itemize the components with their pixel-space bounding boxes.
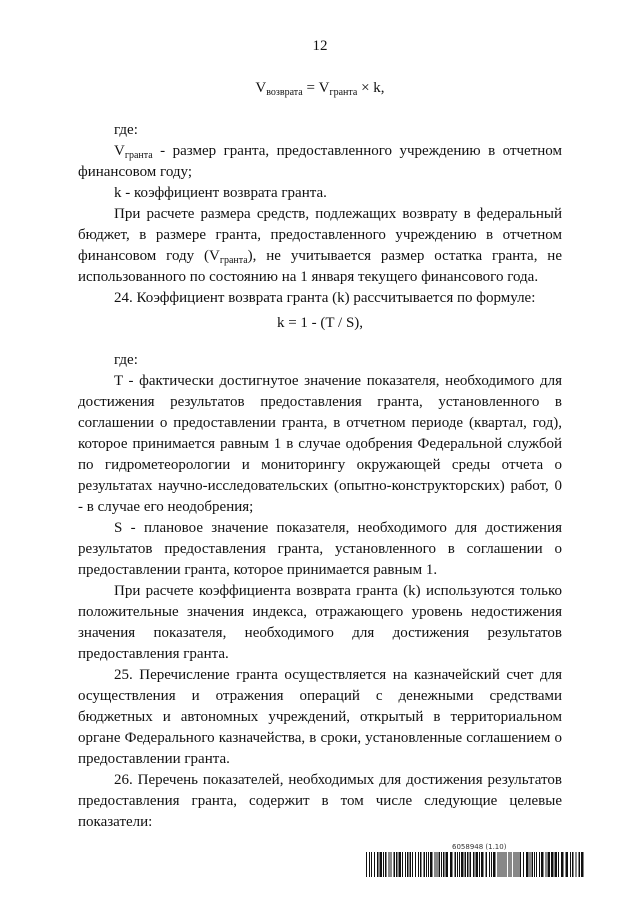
calculation-paragraph [78,204,562,288]
clause-25: 25. Перечисление гранта осуществляется на казначейский счет для осуществления и отражения операций с денежными средствами бюджетных и автономных учреждений, открытый в территориальном органе Федерального казначейства, в сроки, установленные соглашением о предоставлении гранта. [78,667,562,767]
page-number: 12 [312,38,328,54]
s-definition: S - плановое значение показателя, необходимого для достижения результатов предоставления гранта, установленного в соглашении о предоставлении гранта, которое принимается равным 1. [78,520,562,578]
formula-v-symbol: V [255,80,267,96]
text-block-coefficient-definitions [78,350,562,833]
formula-return-coefficient: k = 1 - (T / S), [276,315,364,331]
clause-24: 24. Коэффициент возврата гранта (k) рассчитывается по формуле: [114,290,536,306]
formula-multiplier: × k, [357,80,385,96]
calculation-text-end: ), не учитывается размер остатка гранта, не использованного по состоянию на 1 января текущего финансового года. [78,248,562,285]
coefficient-paragraph: При расчете коэффициента возврата гранта (k) используются только положительные значения индекса, отражающего уровень недостижения значения показателя, необходимого для достижения результатов предоставления гранта. [78,583,562,662]
calculation-text-start: При расчете размера средств, подлежащих возврату в федеральный бюджет, в размере гранта, предоставленного учреждению в отчетном финансовом году (V [78,206,562,264]
grant-v-symbol: V [114,143,125,159]
formula-v-subscript: возврата [266,87,303,98]
barcode [366,843,586,879]
formula-return-amount [0,80,640,98]
grant-size-text: - размер гранта, предоставленного учреждению в отчетном финансовом году; [78,143,562,180]
where-label-2: где: [114,352,138,368]
grant-size-definition [78,141,562,183]
barcode-caption: 6058948 (1.10) [452,843,507,851]
formula-grant-symbol: V [318,80,330,96]
barcode-bars [366,852,586,877]
t-definition: T - фактически достигнутое значение показателя, необходимого для достижения результатов предоставления гранта, установленного в соглашении о предоставлении гранта, в отчетном периоде (квартал, год), которое принимается равным 1 в случае одобрения Федеральной службой по гидрометеорологии и мониторингу окружающей среды отчета о результатах научно-исследовательских (опытно-конструкторских) работ, 0 - в случае его неодобрения; [78,373,562,515]
grant-v-subscript: гранта [124,150,153,161]
formula-equals: = [302,80,319,96]
calculation-subscript: гранта [219,255,248,266]
k-definition: k - коэффициент возврата гранта. [114,185,327,201]
where-label-1: где: [114,122,138,138]
clause-26: 26. Перечень показателей, необходимых для достижения результатов предоставления гранта, содержит в том числе следующие целевые показатели: [78,772,562,830]
text-block-return-definitions [78,120,562,309]
formula-grant-subscript: гранта [329,87,358,98]
